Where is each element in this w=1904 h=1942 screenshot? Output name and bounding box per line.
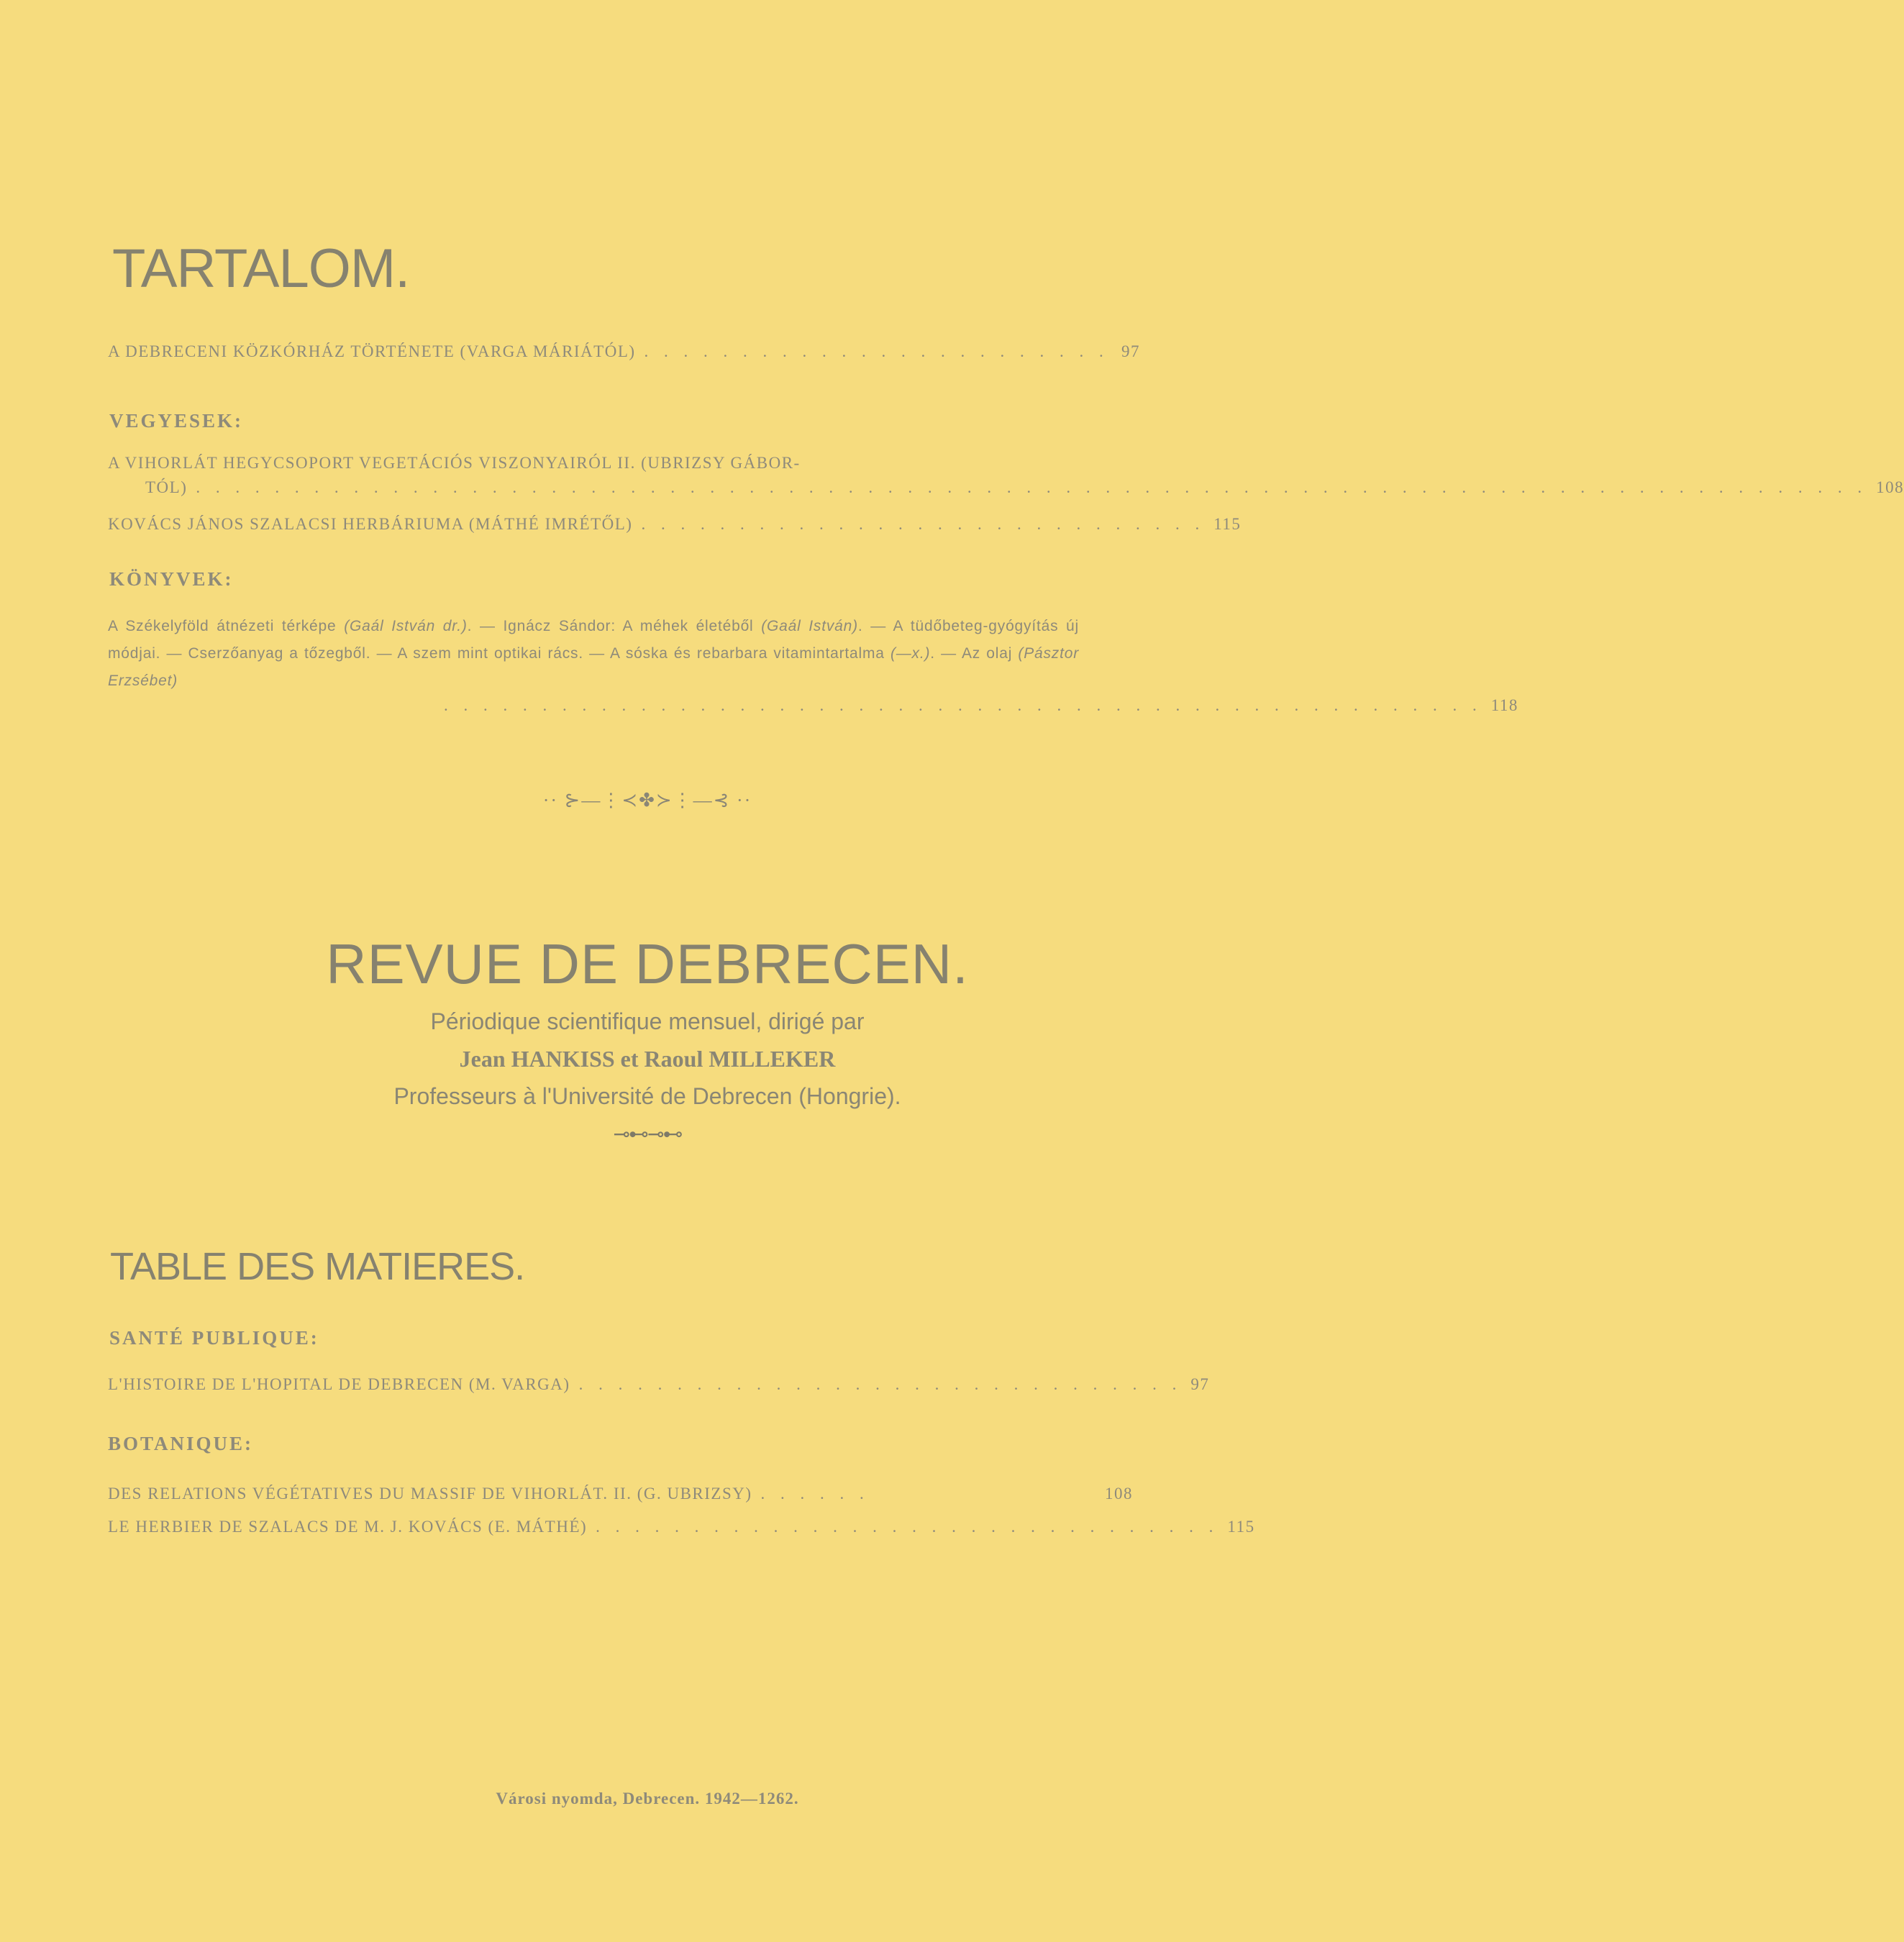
konyvek-page-row [435, 693, 1518, 718]
book-item-2-author: (Gaál István) [761, 618, 858, 634]
book-item-4-author: (Pásztor Erzsébet) [108, 645, 1079, 689]
konyvek-page: 118 [1490, 696, 1518, 714]
revue-subtitle: Périodique scientifique mensuel, dirigé par [430, 1008, 865, 1034]
main-entry [108, 339, 1140, 364]
vegyesek-entry-1-page: 108 [1876, 478, 1904, 496]
sante-entry-1-text: L'HISTOIRE DE L'HOPITAL DE DEBRECEN (M. VARGA) [108, 1375, 570, 1393]
sante-entry-1 [108, 1372, 1210, 1397]
vegyesek-entry-2 [108, 512, 1242, 537]
leader-dots: . . . . . . . . . . . . . . . . . . . . . . . . [644, 342, 1109, 360]
leader-dots: . . . . . . [760, 1485, 870, 1503]
revue-title: REVUE DE DEBRECEN. [326, 932, 969, 995]
konyvek-entry [108, 613, 1079, 695]
book-item-3-author: (—x.) [890, 645, 931, 662]
botanique-entry-1 [108, 1482, 1133, 1506]
leader-dots: . . . . . . . . . . . . . . . . . . . . . . . . . . . . . . . . . . . . . . . . . . . . . . . . . . . . . . . . . . . . . . . . . . . . . . . . . . . . . . . . . . . . . [196, 478, 1868, 496]
vegyesek-entry-1 [108, 451, 1904, 500]
book-item-1-text: A Székelyföld átnézeti térképe [108, 618, 345, 634]
main-entry-page: 97 [1121, 342, 1140, 360]
sante-heading: SANTÉ PUBLIQUE: [109, 1327, 319, 1349]
vegyesek-entry-2-text: KOVÁCS JÁNOS SZALACSI HERBÁRIUMA (MÁTHÉ IMRÉTŐL) [108, 515, 633, 533]
book-item-1-author: (Gaál István dr.) [344, 618, 468, 634]
botanique-heading: BOTANIQUE: [108, 1433, 254, 1454]
revue-divider: ⊸⊷⊸⊷ [613, 1122, 682, 1146]
printer-imprint: Városi nyomda, Debrecen. 1942—1262. [496, 1790, 799, 1807]
main-entry-text: A DEBRECENI KÖZKÓRHÁZ TÖRTÉNETE (VARGA MÁRIÁTÓL) [108, 342, 636, 360]
vegyesek-entry-2-page: 115 [1213, 515, 1242, 533]
botanique-entry-2-page: 115 [1227, 1518, 1255, 1536]
book-item-2-text: . — Ignácz Sándor: A méhek életéből [467, 618, 762, 634]
vegyesek-entry-1-line2: TÓL) [145, 478, 188, 496]
revue-editors: Jean HANKISS et Raoul MILLEKER [459, 1046, 836, 1072]
book-item-4-text: . — Az olaj [930, 645, 1019, 662]
ornament-divider: ·· ⊱—⋮≺✤≻⋮—⊰ ·· [542, 790, 752, 811]
leader-dots: . . . . . . . . . . . . . . . . . . . . . . . . . . . . . . . . [596, 1518, 1219, 1536]
botanique-entry-1-text: DES RELATIONS VÉGÉTATIVES DU MASSIF DE VIHORLÁT. II. (G. UBRIZSY) [108, 1485, 752, 1503]
leader-dots: . . . . . . . . . . . . . . . . . . . . . . . . . . . . . [641, 515, 1206, 533]
book-item-3-text: . — A tüdőbeteg-gyógyítás új módjai. — Cserzőanyag a tőzegből. — A szem mint optikai rács. — A sóska és rebarbara vitamintartalma [108, 618, 1080, 662]
revue-affiliation: Professeurs à l'Université de Debrecen (Hongrie). [393, 1083, 901, 1109]
tartalom-title: TARTALOM. [112, 238, 410, 299]
konyvek-heading: KÖNYVEK: [109, 568, 234, 590]
table-des-matieres-title: TABLE DES MATIERES. [110, 1245, 525, 1288]
leader-dots: . . . . . . . . . . . . . . . . . . . . . . . . . . . . . . . . . . . . . . . . . . . . . . . . . . . . . [444, 696, 1482, 714]
botanique-entry-1-page: 108 [1105, 1485, 1133, 1503]
vegyesek-heading: VEGYESEK: [109, 410, 244, 432]
botanique-entry-2 [108, 1515, 1255, 1539]
sante-entry-1-page: 97 [1190, 1375, 1210, 1393]
vegyesek-entry-1-line1: A VIHORLÁT HEGYCSOPORT VEGETÁCIÓS VISZONYAIRÓL II. (UBRIZSY GÁBOR- [108, 454, 801, 472]
leader-dots: . . . . . . . . . . . . . . . . . . . . . . . . . . . . . . . [578, 1375, 1183, 1393]
botanique-entry-2-text: LE HERBIER DE SZALACS DE M. J. KOVÁCS (E. MÁTHÉ) [108, 1518, 588, 1536]
